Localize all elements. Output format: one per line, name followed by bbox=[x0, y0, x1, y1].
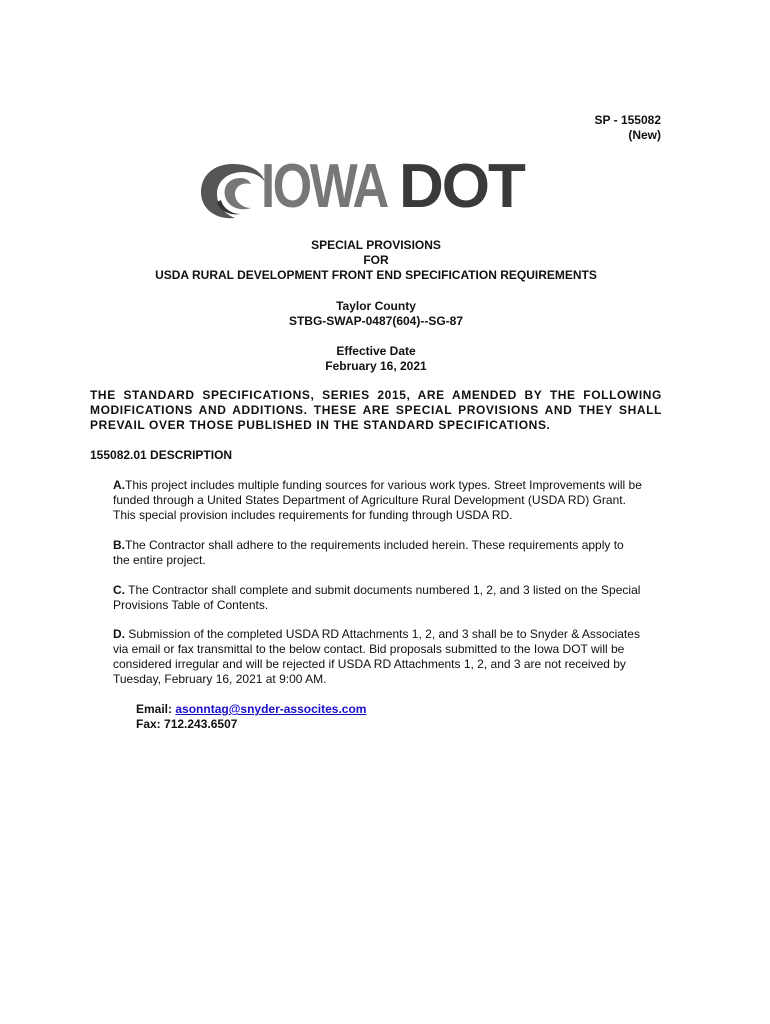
sp-status: (New) bbox=[628, 128, 661, 142]
paragraph-d bbox=[113, 627, 643, 687]
title-line-2: FOR bbox=[363, 253, 389, 267]
amendment-statement: THE STANDARD SPECIFICATIONS, SERIES 2015, ARE AMENDED BY THE FOLLOWING MODIFICATIONS AND ADDITIONS. THESE ARE SPECIAL PROVISIONS AND THEY SHALL PREVAIL OVER THOSE PUBLISHED IN THE STANDARD SPECIFICATIONS. bbox=[90, 388, 662, 432]
project-number: STBG-SWAP-0487(604)--SG-87 bbox=[288, 314, 464, 328]
title-line-3: USDA RURAL DEVELOPMENT FRONT END SPECIFICATION REQUIREMENTS bbox=[155, 268, 597, 282]
fax-label: Fax: bbox=[136, 717, 165, 731]
logo-text-dot: DOT bbox=[399, 152, 524, 221]
logo-text-iowa: IOWA bbox=[261, 152, 387, 221]
iowa-dot-swoosh-icon bbox=[199, 156, 269, 224]
paragraph-b bbox=[113, 538, 643, 568]
title-block bbox=[90, 238, 662, 283]
effective-date-block bbox=[90, 344, 662, 374]
paragraph-letter: D. bbox=[113, 627, 125, 641]
fax-line bbox=[136, 717, 366, 732]
paragraph-text: The Contractor shall adhere to the requirements included herein. These requirements apply to the entire project. bbox=[113, 538, 624, 567]
sp-number: SP - 155082 bbox=[594, 113, 661, 127]
paragraph-letter: B. bbox=[113, 538, 125, 552]
paragraph-text: The Contractor shall complete and submit documents numbered 1, 2, and 3 listed on the Special Provisions Table of Contents. bbox=[113, 583, 641, 612]
sp-number-block bbox=[595, 113, 662, 143]
paragraph-c bbox=[113, 583, 643, 613]
paragraph-text: Submission of the completed USDA RD Attachments 1, 2, and 3 shall be to Snyder & Associates via email or fax transmittal to the below contact. Bid proposals submitted to the Iowa DOT will be considered irregular and will be rejected if USDA RD Attachments 1, 2, and 3 are not received by Tuesday, February 16, 2021 at 9:00 AM. bbox=[113, 627, 640, 686]
paragraph-letter: A. bbox=[113, 478, 125, 492]
title-line-1: SPECIAL PROVISIONS bbox=[311, 238, 441, 252]
paragraph-text: This project includes multiple funding sources for various work types. Street Improvements will be funded through a United States Department of Agriculture Rural Development (USDA RD) Grant. This special provision includes requirements for funding through USDA RD. bbox=[113, 478, 642, 522]
email-link[interactable]: asonntag@snyder-assocites.com bbox=[175, 702, 367, 716]
fax-number: 712.243.6507 bbox=[164, 717, 238, 731]
contact-block bbox=[136, 702, 366, 732]
effective-date-value: February 16, 2021 bbox=[325, 359, 427, 373]
paragraph-a bbox=[113, 478, 643, 523]
project-block bbox=[90, 299, 662, 329]
paragraph-letter: C. bbox=[113, 583, 125, 597]
email-line bbox=[136, 702, 366, 717]
section-heading: 155082.01 DESCRIPTION bbox=[90, 448, 233, 462]
effective-date-label: Effective Date bbox=[336, 344, 416, 358]
iowa-dot-logo bbox=[199, 152, 551, 224]
project-county: Taylor County bbox=[336, 299, 416, 313]
email-label: Email: bbox=[136, 702, 176, 716]
